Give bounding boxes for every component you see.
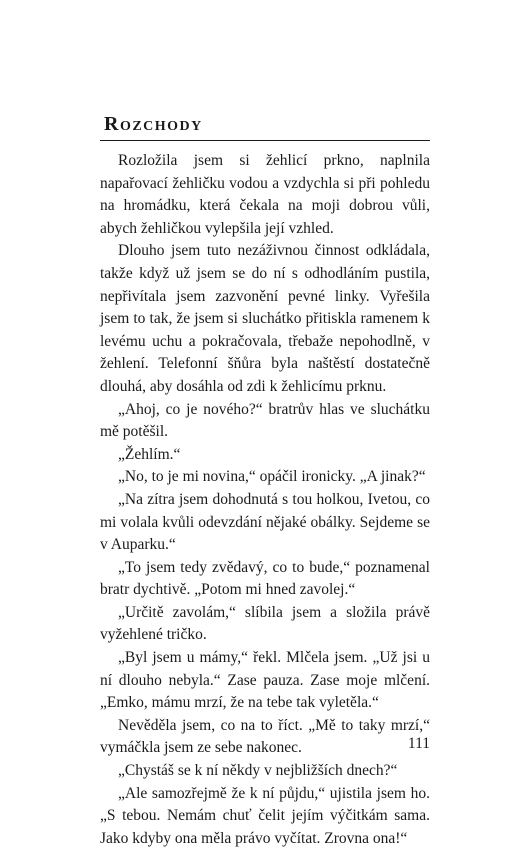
paragraph: „Ahoj, co je nového?“ bratrův hlas ve sluchátku mě potěšil. [100,400,430,441]
paragraph: „Určitě zavolám,“ slíbila jsem a složila právě vyžehlené tričko. [100,603,430,644]
paragraph: „No, to je mi novina,“ opáčil ironicky. „A jinak?“ [118,468,426,486]
paragraph: Nevěděla jsem, co na to říct. „Mě to taky mrzí,“ vymáčkla jsem ze sebe nakonec. [100,716,430,757]
body-text [100,150,430,850]
paragraph: „Žehlím.“ [118,445,181,463]
page-number: 111 [407,735,430,752]
paragraph: „Chystáš se k ní někdy v nejbližších dnech?“ [118,762,398,780]
paragraph: „Na zítra jsem dohodnutá s tou holkou, Ivetou, co mi volala kvůli odevzdání nějaké obálky. Sejdeme se v Auparku.“ [100,490,430,554]
paragraph: „To jsem tedy zvědavý, co to bude,“ poznamenal bratr dychtivě. „Potom mi hned zavolej.“ [100,558,430,599]
chapter-header [100,106,430,141]
paragraph: Dlouho jsem tuto nezáživnou činnost odkládala, takže když už jsem se do ní s odhodláním pustila, nepřivítala jsem zazvonění pevné linky. Vyřešila jsem to tak, že jsem si sluchátko přitiskla ramenem k levému uchu a pokračovala, třebaže nepohodlně, v žehlení. Telefonní šňůra byla naštěstí dostatečně dlouhá, aby dosáhla od zdi k žehlicímu prknu. [100,242,430,395]
paragraph: „Ale samozřejmě že k ní půjdu,“ ujistila jsem ho. „S tebou. Nemám chuť čelit jejím výčitkám sama. Jako kdyby ona měla právo vyčítat. Zrovna ona!“ [100,784,430,847]
chapter-title: Rozchody [104,113,203,135]
paragraph: Rozložila jsem si žehlicí prkno, naplnila napařovací žehličku vodou a vzdychla si při pohledu na hromádku, která čekala na moji dobrou vůli, abych žehličkou vylepšila její vzhled. [100,152,430,237]
paragraph: „Byl jsem u mámy,“ řekl. Mlčela jsem. „Už jsi u ní dlouho nebyla.“ Zase pauza. Zase moje mlčení. „Emko, mámu mrzí, že na tebe tak vyletěla.“ [100,649,430,712]
